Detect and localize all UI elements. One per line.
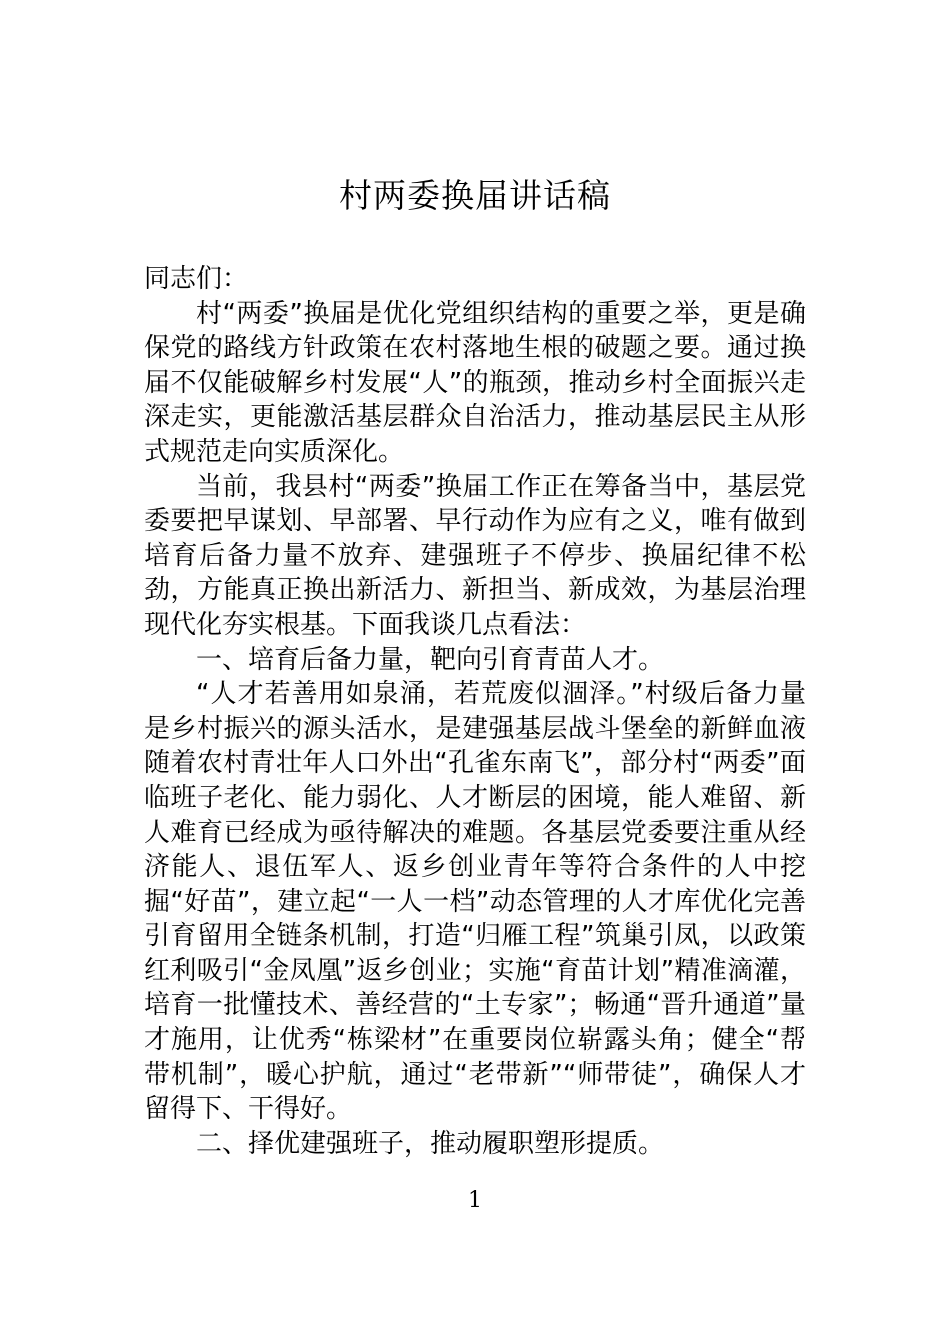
section-heading: 二、择优建强班子，推动履职塑形提质。 [196, 1128, 665, 1159]
paragraph: 当前，我县村“两委”换届工作正在筹备当中，基层党委要把早谋划、早部署、早行动作为应有之义，唯有做到培育后备力量不放弃、建强班子不停步、换届纪律不松劲，方能真正换出新活力、新担当、新成效，为基层治理现代化夯实根基。下面我谈几点看法： [144, 471, 806, 640]
page-number: 1 [468, 1188, 482, 1213]
document-body [144, 262, 806, 1161]
salutation: 同志们： [144, 264, 249, 294]
document-title: 村两委换届讲话稿 [339, 176, 611, 215]
section-heading: 一、培育后备力量，靶向引育青苗人才。 [196, 644, 665, 675]
paragraph: “人才若善用如泉涌，若荒废似涸泽。”村级后备力量是乡村振兴的源头活水，是建强基层战斗堡垒的新鲜血液随着农村青壮年人口外出“孔雀东南飞”，部分村“两委”面临班子老化、能力弱化、人才断层的困境，能人难留、新人难育已经成为亟待解决的难题。各基层党委要注重从经济能人、退伍军人、返乡创业青年等符合条件的人中挖掘“好苗”，建立起“一人一档”动态管理的人才库优化完善引育留用全链条机制，打造“归雁工程”筑巢引凤，以政策红利吸引“金凤凰”返乡创业；实施“育苗计划”精准滴灌，培育一批懂技术、善经营的“土专家”；畅通“晋升通道”量才施用，让优秀“栋梁材”在重要岗位崭露头角；健全“帮带机制”，暖心护航，通过“老带新”“师带徒”，确保人才留得下、干得好。 [144, 679, 806, 1125]
paragraph: 村“两委”换届是优化党组织结构的重要之举，更是确保党的路线方针政策在农村落地生根的破题之要。通过换届不仅能破解乡村发展“人”的瓶颈，推动乡村全面振兴走深走实，更能激活基层群众自治活力，推动基层民主从形式规范走向实质深化。 [144, 298, 806, 467]
